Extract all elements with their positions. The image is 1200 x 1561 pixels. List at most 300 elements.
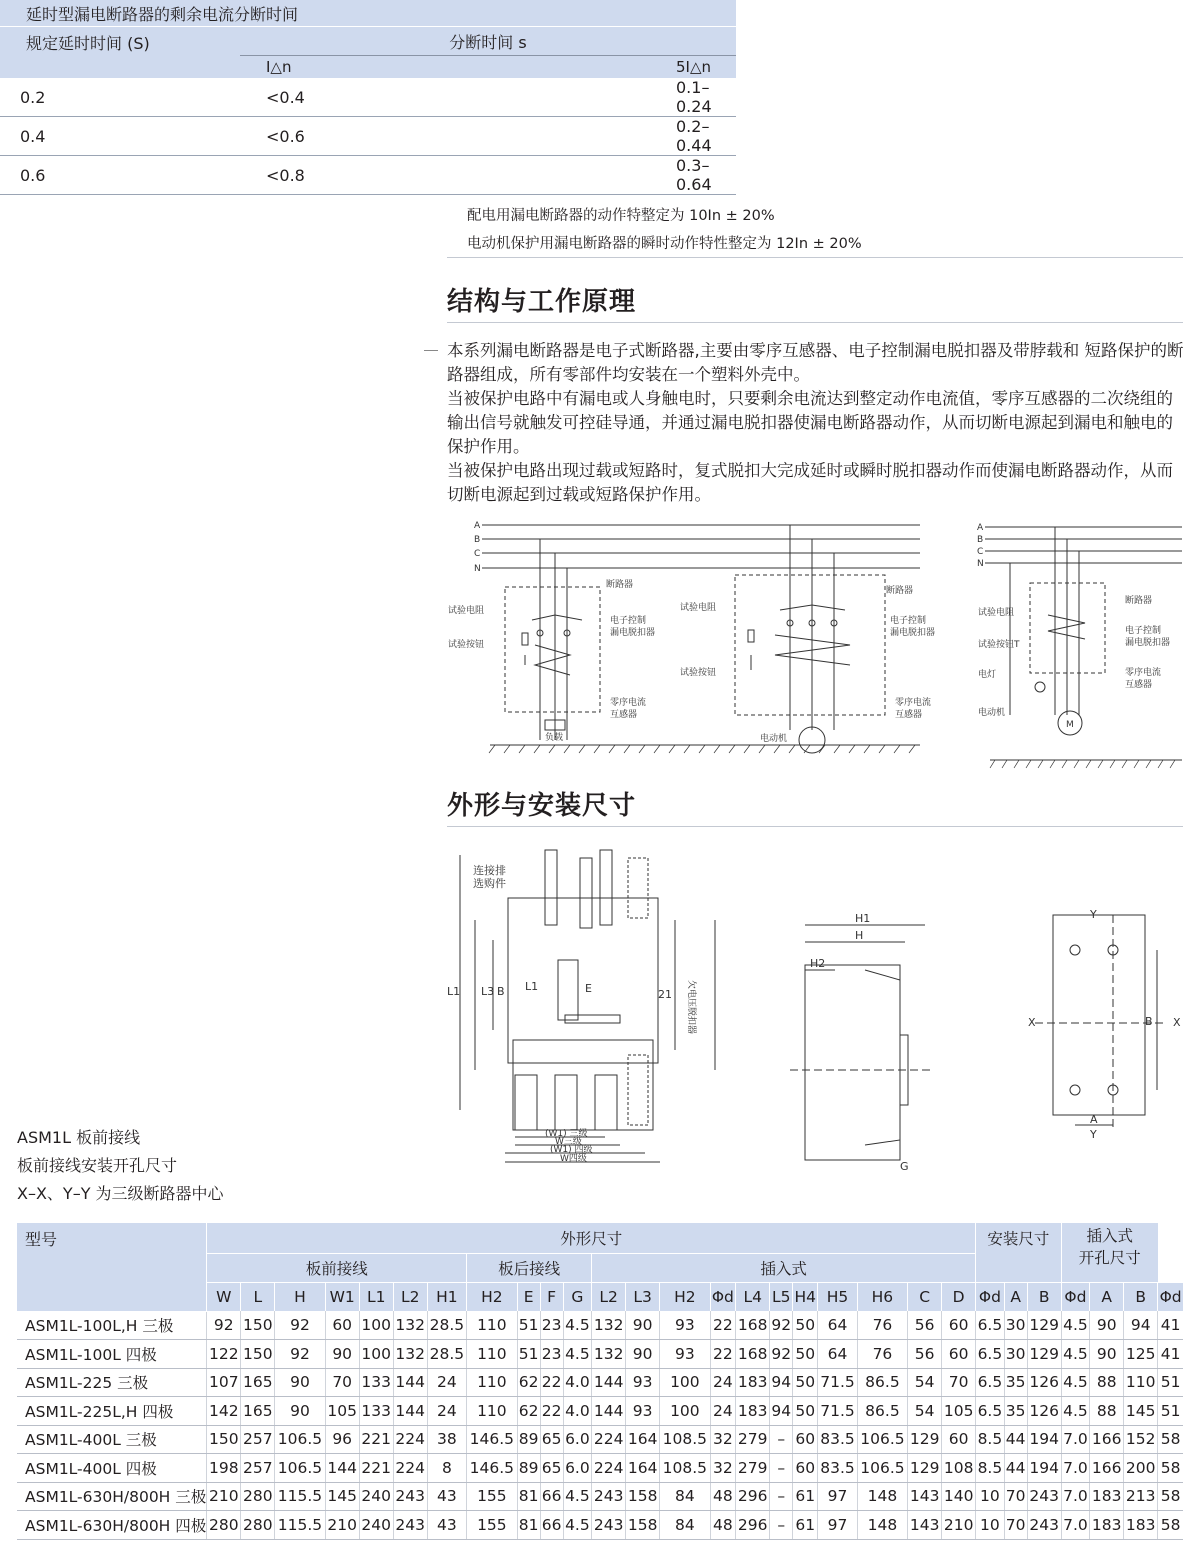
column-header: L2 — [393, 1283, 427, 1312]
d2-motor: 电动机 — [760, 734, 788, 744]
value-cell: 22 — [710, 1340, 736, 1369]
axis-Y-top: Y — [1090, 908, 1097, 921]
column-header: H4 — [793, 1283, 818, 1312]
value-cell: 84 — [660, 1511, 710, 1540]
value-cell: 88 — [1090, 1397, 1124, 1426]
header-plugin — [1061, 1223, 1158, 1283]
dim-L3: L3 — [481, 985, 495, 998]
value-cell: 210 — [325, 1511, 359, 1540]
value-cell: 126 — [1027, 1397, 1061, 1426]
bus-label-a: A — [474, 521, 481, 531]
dim-A: A — [1090, 1113, 1098, 1126]
value-cell: 94 — [1124, 1311, 1158, 1340]
value-cell: 22 — [710, 1311, 736, 1340]
column-header: Φd — [1061, 1283, 1090, 1312]
column-header: H1 — [427, 1283, 466, 1312]
column-header: H — [275, 1283, 325, 1312]
value-cell: 6.5 — [976, 1311, 1005, 1340]
value-cell: 4.5 — [563, 1311, 592, 1340]
value-cell: 280 — [241, 1482, 275, 1511]
value-cell: 243 — [393, 1511, 427, 1540]
d3-ct2: 互感器 — [1125, 680, 1153, 690]
value-cell: 43 — [427, 1482, 466, 1511]
value-cell: 110 — [1124, 1368, 1158, 1397]
value-cell: 158 — [626, 1511, 660, 1540]
value-cell: 144 — [592, 1368, 626, 1397]
value-cell: 50 — [793, 1397, 818, 1426]
value-cell: 100 — [660, 1368, 710, 1397]
delay-cell: <0.6 — [240, 117, 526, 156]
value-cell: 86.5 — [857, 1368, 907, 1397]
column-header: C — [908, 1283, 942, 1312]
value-cell: 88 — [1090, 1368, 1124, 1397]
value-cell: 144 — [592, 1397, 626, 1426]
value-cell: 6.5 — [976, 1368, 1005, 1397]
column-header: B — [1027, 1283, 1061, 1312]
value-cell: 51 — [517, 1340, 540, 1369]
value-cell: 143 — [908, 1511, 942, 1540]
value-cell: 132 — [393, 1340, 427, 1369]
value-cell: 148 — [857, 1482, 907, 1511]
value-cell: 183 — [736, 1368, 770, 1397]
dim-B: B — [497, 985, 505, 998]
value-cell: 4.5 — [1061, 1368, 1090, 1397]
delay-row — [0, 78, 736, 117]
value-cell: 166 — [1090, 1425, 1124, 1454]
column-header: L2 — [592, 1283, 626, 1312]
column-header: L1 — [359, 1283, 393, 1312]
bus-label-n: N — [474, 564, 481, 574]
delay-cell: 0.1–0.24 — [526, 78, 736, 117]
value-cell: 142 — [207, 1397, 241, 1426]
value-cell: 71.5 — [818, 1397, 857, 1426]
value-cell: 32 — [710, 1454, 736, 1483]
value-cell: 61 — [793, 1482, 818, 1511]
value-cell: 224 — [393, 1425, 427, 1454]
column-header: H6 — [857, 1283, 907, 1312]
value-cell: 107 — [207, 1368, 241, 1397]
d2-ct1: 零序电流 — [895, 698, 932, 708]
value-cell: 41 — [1158, 1311, 1183, 1340]
value-cell: 70 — [942, 1368, 976, 1397]
column-header: G — [563, 1283, 592, 1312]
value-cell: 198 — [207, 1454, 241, 1483]
bus3-label-b: B — [977, 535, 984, 545]
value-cell: 106.5 — [275, 1425, 325, 1454]
table-row — [17, 1482, 1183, 1511]
value-cell: 58 — [1158, 1482, 1183, 1511]
value-cell: 158 — [626, 1482, 660, 1511]
value-cell: 58 — [1158, 1425, 1183, 1454]
value-cell: 60 — [325, 1311, 359, 1340]
value-cell: 100 — [660, 1397, 710, 1426]
side-label: 欠电压脱扣器 — [686, 980, 696, 1035]
value-cell: 183 — [1090, 1511, 1124, 1540]
d2-trip1: 电子控制 — [890, 616, 927, 626]
value-cell: 89 — [517, 1454, 540, 1483]
column-header: W1 — [325, 1283, 359, 1312]
d3-ct1: 零序电流 — [1125, 668, 1162, 678]
column-header: E — [517, 1283, 540, 1312]
divider — [447, 257, 1183, 258]
value-cell: 43 — [427, 1511, 466, 1540]
value-cell: 129 — [908, 1425, 942, 1454]
note-line: 配电用漏电断路器的动作特整定为 10In ± 20% — [467, 208, 775, 224]
value-cell: 65 — [540, 1425, 563, 1454]
value-cell: 243 — [1027, 1511, 1061, 1540]
column-header: Φd — [976, 1283, 1005, 1312]
column-header: L5 — [770, 1283, 793, 1312]
value-cell: 279 — [736, 1425, 770, 1454]
value-cell: 35 — [1004, 1368, 1027, 1397]
value-cell: 150 — [241, 1311, 275, 1340]
value-cell: 296 — [736, 1482, 770, 1511]
value-cell: 24 — [710, 1368, 736, 1397]
value-cell: 4.0 — [563, 1368, 592, 1397]
delay-cell: 0.4 — [0, 117, 240, 156]
value-cell: 6.5 — [976, 1397, 1005, 1426]
header-rear: 板后接线 — [467, 1254, 592, 1283]
dim-w1-4: (W1) 四级 — [550, 1145, 593, 1155]
value-cell: 7.0 — [1061, 1482, 1090, 1511]
value-cell: 243 — [592, 1511, 626, 1540]
d3-motor: 电动机 — [978, 708, 1006, 718]
value-cell: 110 — [467, 1397, 517, 1426]
value-cell: 58 — [1158, 1454, 1183, 1483]
value-cell: 28.5 — [427, 1311, 466, 1340]
axis-X-right: X — [1173, 1016, 1181, 1029]
value-cell: 50 — [793, 1368, 818, 1397]
column-header: A — [1004, 1283, 1027, 1312]
value-cell: 224 — [393, 1454, 427, 1483]
value-cell: 140 — [942, 1482, 976, 1511]
header-front: 板前接线 — [207, 1254, 467, 1283]
value-cell: 150 — [241, 1340, 275, 1369]
value-cell: 129 — [1027, 1340, 1061, 1369]
value-cell: 60 — [793, 1454, 818, 1483]
value-cell: 279 — [736, 1454, 770, 1483]
paragraph: 当被保护电路中有漏电或人身触电时，只要剩余电流达到整定动作电流值，零序互感器的二次绕组的输出信号就触发可控硅导通，并通过漏电脱扣器使漏电断路器动作，从而切断电源起到漏电和触电的保护作用。 — [447, 389, 1173, 456]
dim-E: E — [585, 982, 592, 995]
value-cell: 44 — [1004, 1425, 1027, 1454]
value-cell: 166 — [1090, 1454, 1124, 1483]
value-cell: 92 — [770, 1311, 793, 1340]
divider — [447, 826, 1183, 827]
column-header: A — [1090, 1283, 1124, 1312]
value-cell: 51 — [1158, 1368, 1183, 1397]
value-cell: 54 — [908, 1397, 942, 1426]
value-cell: 92 — [275, 1340, 325, 1369]
value-cell: 51 — [517, 1311, 540, 1340]
value-cell: 133 — [359, 1397, 393, 1426]
value-cell: 152 — [1124, 1425, 1158, 1454]
value-cell: 257 — [241, 1425, 275, 1454]
value-cell: 221 — [359, 1454, 393, 1483]
value-cell: 4.0 — [563, 1397, 592, 1426]
column-header: F — [540, 1283, 563, 1312]
value-cell: 70 — [1004, 1511, 1027, 1540]
value-cell: 146.5 — [467, 1454, 517, 1483]
column-header: H2 — [660, 1283, 710, 1312]
dash-mark — [424, 350, 438, 351]
value-cell: 6.5 — [976, 1340, 1005, 1369]
value-cell: 76 — [857, 1340, 907, 1369]
value-cell: 93 — [660, 1340, 710, 1369]
value-cell: 164 — [626, 1454, 660, 1483]
value-cell: 155 — [467, 1482, 517, 1511]
d1-ct2: 互感器 — [610, 710, 638, 720]
value-cell: 194 — [1027, 1454, 1061, 1483]
d1-ct1: 零序电流 — [610, 698, 647, 708]
value-cell: 125 — [1124, 1340, 1158, 1369]
column-header: Φd — [1158, 1283, 1183, 1312]
value-cell: 48 — [710, 1511, 736, 1540]
value-cell: 92 — [275, 1311, 325, 1340]
value-cell: 60 — [793, 1425, 818, 1454]
conn-label-2: 选购件 — [473, 877, 506, 890]
value-cell: 224 — [592, 1425, 626, 1454]
table-row — [17, 1397, 1183, 1426]
value-cell: 4.5 — [563, 1482, 592, 1511]
delay-cell: <0.4 — [240, 78, 526, 117]
value-cell: 105 — [325, 1397, 359, 1426]
value-cell: 110 — [467, 1340, 517, 1369]
value-cell: 100 — [359, 1311, 393, 1340]
value-cell: 257 — [241, 1454, 275, 1483]
dim-G: G — [900, 1160, 909, 1173]
paragraph: 当被保护电路出现过载或短路时，复式脱扣大完成延时或瞬时脱扣器动作而使漏电断路器动作，从而切断电源起到过载或短路保护作用。 — [447, 461, 1173, 504]
value-cell: 60 — [942, 1311, 976, 1340]
column-header: H2 — [467, 1283, 517, 1312]
value-cell: 92 — [770, 1340, 793, 1369]
value-cell: 24 — [427, 1397, 466, 1426]
value-cell: 93 — [660, 1311, 710, 1340]
dimension-table — [17, 1223, 1183, 1540]
value-cell: 60 — [942, 1425, 976, 1454]
value-cell: 240 — [359, 1511, 393, 1540]
value-cell: 22 — [540, 1368, 563, 1397]
model-cell: ASM1L-225 三极 — [17, 1368, 207, 1397]
d3-trip1: 电子控制 — [1125, 626, 1162, 636]
d2-test-r: 试验电阻 — [680, 603, 717, 613]
value-cell: 213 — [1124, 1482, 1158, 1511]
value-cell: 200 — [1124, 1454, 1158, 1483]
value-cell: 168 — [736, 1340, 770, 1369]
table-row — [17, 1311, 1183, 1340]
value-cell: 144 — [393, 1368, 427, 1397]
value-cell: 210 — [207, 1482, 241, 1511]
value-cell: 7.0 — [1061, 1511, 1090, 1540]
delay-cell: 0.2 — [0, 78, 240, 117]
section-title: 结构与工作原理 — [447, 287, 637, 317]
value-cell: 70 — [325, 1368, 359, 1397]
value-cell: 224 — [592, 1454, 626, 1483]
model-cell: ASM1L-400L 三极 — [17, 1425, 207, 1454]
value-cell: 144 — [325, 1454, 359, 1483]
delay-col1-header: 规定延时时间 (S) — [0, 27, 240, 79]
value-cell: 90 — [626, 1311, 660, 1340]
value-cell: 32 — [710, 1425, 736, 1454]
value-cell: 48 — [710, 1482, 736, 1511]
model-cell: ASM1L-100L 四极 — [17, 1340, 207, 1369]
value-cell: 24 — [427, 1368, 466, 1397]
header-outline: 外形尺寸 — [207, 1223, 976, 1254]
header-model: 型号 — [17, 1223, 207, 1311]
value-cell: 56 — [908, 1311, 942, 1340]
value-cell: 41 — [1158, 1340, 1183, 1369]
value-cell: 62 — [517, 1397, 540, 1426]
value-cell: 106.5 — [857, 1454, 907, 1483]
value-cell: 94 — [770, 1368, 793, 1397]
value-cell: 30 — [1004, 1311, 1027, 1340]
table-row — [17, 1368, 1183, 1397]
note-line: 电动机保护用漏电断路器的瞬时动作特性整定为 12In ± 20% — [467, 236, 862, 252]
delay-cell: <0.8 — [240, 156, 526, 195]
header-mount: 安装尺寸 — [976, 1223, 1062, 1283]
value-cell: 10 — [976, 1511, 1005, 1540]
d3-trip2: 漏电脱扣器 — [1125, 638, 1171, 648]
value-cell: 100 — [359, 1340, 393, 1369]
value-cell: 115.5 — [275, 1511, 325, 1540]
value-cell: 92 — [207, 1311, 241, 1340]
value-cell: 105 — [942, 1397, 976, 1426]
value-cell: 90 — [275, 1397, 325, 1426]
value-cell: 81 — [517, 1482, 540, 1511]
table-row — [17, 1340, 1183, 1369]
delay-table-title: 延时型漏电断路器的剩余电流分断时间 — [0, 0, 736, 27]
value-cell: 23 — [540, 1311, 563, 1340]
column-header: B — [1124, 1283, 1158, 1312]
d1-test-r: 试验电阻 — [448, 606, 485, 616]
value-cell: 132 — [393, 1311, 427, 1340]
conn-label-1: 连接排 — [473, 864, 506, 877]
value-cell: 243 — [592, 1482, 626, 1511]
caption-line: X–X、Y–Y 为三级断路器中心 — [17, 1184, 224, 1203]
value-cell: 4.5 — [1061, 1397, 1090, 1426]
value-cell: 8.5 — [976, 1454, 1005, 1483]
model-cell: ASM1L-100L,H 三极 — [17, 1311, 207, 1340]
value-cell: 210 — [942, 1511, 976, 1540]
value-cell: 97 — [818, 1482, 857, 1511]
value-cell: 243 — [393, 1482, 427, 1511]
d3-breaker: 断路器 — [1125, 596, 1153, 606]
bus-label-b: B — [474, 535, 481, 545]
model-cell: ASM1L-630H/800H 四极 — [17, 1511, 207, 1540]
value-cell: 24 — [710, 1397, 736, 1426]
delay-sub1: I△n — [240, 56, 526, 79]
value-cell: 4.5 — [563, 1340, 592, 1369]
value-cell: 126 — [1027, 1368, 1061, 1397]
value-cell: 86.5 — [857, 1397, 907, 1426]
d2-ct2: 互感器 — [895, 710, 923, 720]
value-cell: 145 — [1124, 1397, 1158, 1426]
value-cell: 110 — [467, 1311, 517, 1340]
column-header: D — [942, 1283, 976, 1312]
value-cell: 183 — [1090, 1482, 1124, 1511]
value-cell: 84 — [660, 1482, 710, 1511]
column-header: H5 — [818, 1283, 857, 1312]
value-cell: 70 — [1004, 1482, 1027, 1511]
d1-load: 负载 — [545, 733, 564, 743]
value-cell: 81 — [517, 1511, 540, 1540]
value-cell: 28.5 — [427, 1340, 466, 1369]
delay-time-table — [0, 0, 736, 195]
bus3-label-c: C — [977, 547, 984, 557]
value-cell: 143 — [908, 1482, 942, 1511]
value-cell: 89 — [517, 1425, 540, 1454]
dim-H2: H2 — [810, 957, 826, 970]
value-cell: 106.5 — [275, 1454, 325, 1483]
value-cell: 71.5 — [818, 1368, 857, 1397]
value-cell: 64 — [818, 1340, 857, 1369]
dim-w1-3: (W1) 三级 — [545, 1129, 588, 1139]
value-cell: 4.5 — [1061, 1340, 1090, 1369]
column-header: W — [207, 1283, 241, 1312]
dim-B-cutout: B — [1145, 1015, 1153, 1028]
value-cell: 108.5 — [660, 1425, 710, 1454]
model-cell: ASM1L-630H/800H 三极 — [17, 1482, 207, 1511]
axis-Y-bottom: Y — [1090, 1128, 1097, 1141]
section-body — [447, 339, 1187, 507]
table-row — [17, 1454, 1183, 1483]
value-cell: 4.5 — [1061, 1311, 1090, 1340]
delay-sub2: 5I△n — [526, 56, 736, 79]
d2-trip2: 漏电脱扣器 — [890, 628, 936, 638]
value-cell: 6.0 — [563, 1454, 592, 1483]
column-header: L — [241, 1283, 275, 1312]
value-cell: 132 — [592, 1340, 626, 1369]
value-cell: 10 — [976, 1482, 1005, 1511]
paragraph: 本系列漏电断路器是电子式断路器,主要由零序互感器、电子控制漏电脱扣器及带脖载和 短路保护的断路器组成，所有零部件均安装在一个塑料外壳中。 — [447, 341, 1184, 384]
d1-trip2: 漏电脱扣器 — [610, 628, 656, 638]
value-cell: 129 — [908, 1454, 942, 1483]
header-plugin-1: 插入式 — [1086, 1227, 1133, 1245]
value-cell: 58 — [1158, 1511, 1183, 1540]
value-cell: 165 — [241, 1397, 275, 1426]
value-cell: 194 — [1027, 1425, 1061, 1454]
value-cell: 23 — [540, 1340, 563, 1369]
model-cell: ASM1L-400L 四极 — [17, 1454, 207, 1483]
bus3-label-n: N — [977, 559, 984, 569]
delay-cell: 0.2–0.44 — [526, 117, 736, 156]
value-cell: 44 — [1004, 1454, 1027, 1483]
header-plugin-2: 开孔尺寸 — [1078, 1249, 1141, 1267]
value-cell: 90 — [626, 1340, 660, 1369]
value-cell: 145 — [325, 1482, 359, 1511]
value-cell: 51 — [1158, 1397, 1183, 1426]
value-cell: 60 — [942, 1340, 976, 1369]
value-cell: 280 — [241, 1511, 275, 1540]
value-cell: 97 — [818, 1511, 857, 1540]
d3-lamp: 电灯 — [978, 670, 997, 680]
dim-w-4: W四级 — [560, 1154, 587, 1164]
value-cell: 280 — [207, 1511, 241, 1540]
value-cell: 133 — [359, 1368, 393, 1397]
value-cell: 90 — [1090, 1311, 1124, 1340]
column-header: L3 — [626, 1283, 660, 1312]
value-cell: – — [770, 1425, 793, 1454]
dim-w-3: W三级 — [555, 1137, 582, 1147]
value-cell: 38 — [427, 1425, 466, 1454]
value-cell: 83.5 — [818, 1425, 857, 1454]
dim-H: H — [855, 929, 864, 942]
value-cell: 240 — [359, 1482, 393, 1511]
value-cell: 8.5 — [976, 1425, 1005, 1454]
value-cell: 35 — [1004, 1397, 1027, 1426]
value-cell: 243 — [1027, 1482, 1061, 1511]
value-cell: 168 — [736, 1311, 770, 1340]
value-cell: 61 — [793, 1511, 818, 1540]
